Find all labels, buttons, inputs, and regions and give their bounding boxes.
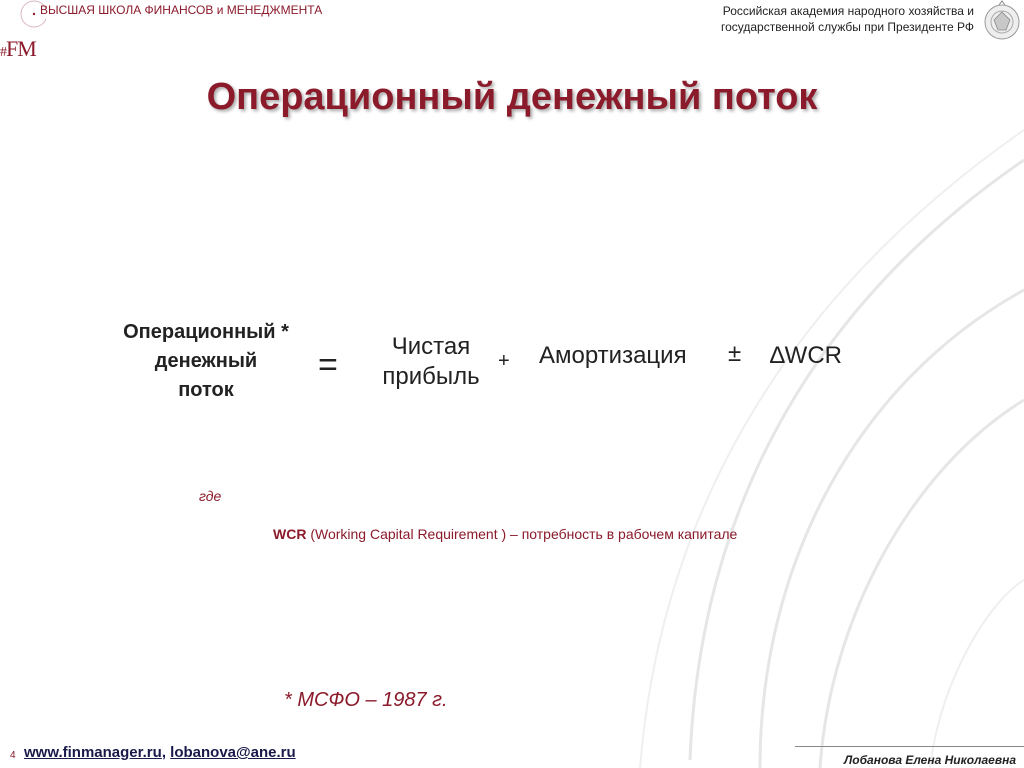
plus-minus-sign: ±	[728, 340, 742, 367]
definition-term: WCR	[273, 526, 307, 542]
formula-lhs	[88, 318, 324, 405]
formula-lhs-line2: денежный	[154, 350, 258, 372]
emblem-icon	[982, 0, 1022, 48]
net-profit-line2: прибыль	[382, 363, 480, 390]
amortization-term: Амортизация	[539, 342, 687, 369]
slide-title: Операционный денежный поток	[206, 76, 818, 118]
school-name: ВЫСШАЯ ШКОЛА ФИНАНСОВ и МЕНЕДЖМЕНТА	[40, 3, 323, 17]
academy-name-line2: государственной службы при Президенте РФ	[720, 20, 974, 34]
academy-name-line1: Российская академия народного хозяйства и	[722, 4, 974, 18]
delta-wcr-term: ∆WCR	[770, 342, 842, 369]
formula-lhs-line1: Операционный *	[123, 321, 289, 343]
definition-text: (Working Capital Requirement ) – потребность в рабочем капитале	[306, 526, 738, 542]
logo-text: FM	[6, 36, 36, 61]
where-label: где	[199, 488, 222, 504]
footnote: * МСФО – 1987 г.	[284, 689, 448, 711]
link-separator: ,	[161, 744, 166, 761]
formula-lhs-line3: поток	[178, 379, 234, 401]
academy-name	[721, 3, 974, 35]
net-profit	[366, 332, 496, 392]
footer-divider	[795, 746, 1024, 747]
page-number: 4	[10, 750, 16, 761]
author-name: Лобанова Елена Николаевна	[844, 753, 1016, 767]
footer-links	[24, 744, 296, 761]
wcr-definition	[273, 526, 737, 542]
equals-sign: =	[318, 346, 338, 384]
net-profit-line1: Чистая	[391, 333, 471, 360]
fm-logo: #FM	[0, 36, 36, 61]
site-link[interactable]: www.finmanager.ru	[24, 744, 162, 761]
email-link[interactable]: lobanova@ane.ru	[170, 744, 296, 761]
plus-sign: +	[498, 350, 510, 372]
